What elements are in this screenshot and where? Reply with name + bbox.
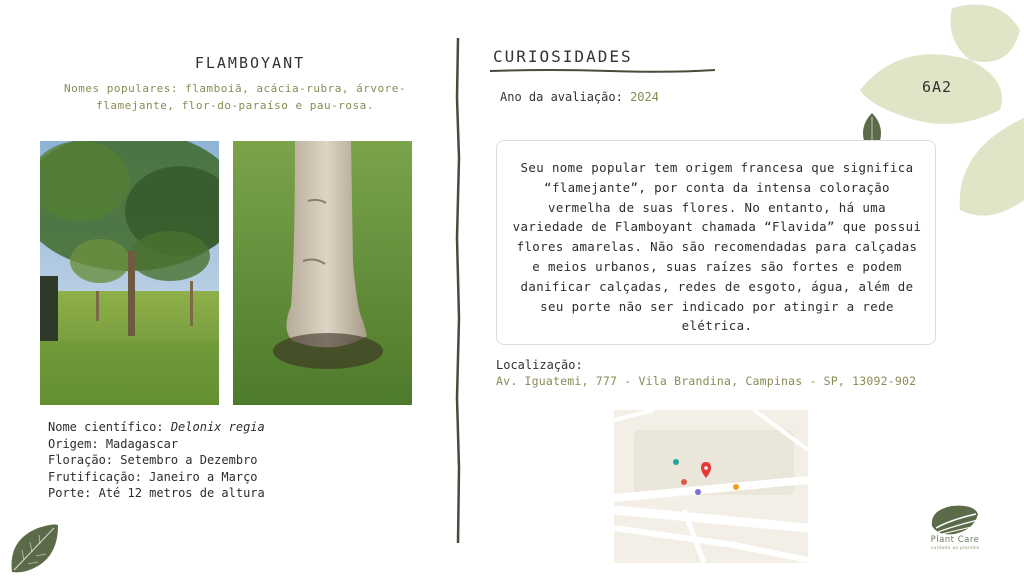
fact-label: Frutificação:	[48, 469, 142, 484]
fact-value: Madagascar	[105, 436, 179, 451]
fact-label: Floração:	[48, 453, 114, 467]
evaluation-year	[500, 90, 659, 104]
location-map[interactable]	[614, 410, 808, 563]
title-underline	[490, 68, 715, 74]
year-label: Ano da avaliação:	[500, 90, 623, 104]
location-address: Av. Iguatemi, 777 - Vila Brandina, Campinas - SP, 13092-902	[496, 374, 917, 388]
plant-code-badge: 6A2	[921, 78, 953, 96]
fact-value: Até 12 metros de altura	[98, 486, 265, 500]
fact-label: Origem:	[48, 436, 99, 451]
tree-canopy-photo	[40, 141, 219, 405]
column-divider	[452, 38, 464, 543]
curiosities-card	[496, 140, 936, 345]
tree-trunk-photo	[233, 141, 412, 405]
popular-names-label: Nomes populares:	[64, 82, 179, 95]
plant-facts	[48, 419, 265, 502]
fact-scientific-name	[48, 419, 265, 436]
year-value: 2024	[630, 90, 659, 104]
decorative-leaf-icon	[8, 520, 60, 576]
fact-value: Delonix regia	[170, 420, 265, 434]
plant-name: FLAMBOYANT	[194, 54, 306, 72]
fact-label: Porte:	[48, 486, 92, 500]
fact-fruiting	[48, 469, 265, 486]
fact-flowering	[48, 452, 265, 469]
location-label: Localização:	[496, 358, 583, 372]
brand-tagline: cuidado ao planeta	[930, 546, 980, 551]
fact-label: Nome científico:	[48, 420, 164, 434]
popular-names	[55, 80, 415, 114]
popular-names-value: flamboiã, acácia-rubra, árvore-flamejante, flor-do-paraíso e pau-rosa.	[96, 82, 406, 112]
curiosities-title: CURIOSIDADES	[493, 47, 633, 66]
fact-size	[48, 485, 265, 502]
brand-name: Plant Care	[930, 535, 980, 545]
fact-value: Janeiro a Março	[149, 469, 258, 484]
curiosities-text: Seu nome popular tem origem francesa que significa “flamejante”, por conta da intensa coloração vermelha de suas flores. No entanto, há uma variedade de Flamboyant chamada “Flavida” que possui flores amarelas. Não são recomendadas para calçadas e meios urbanos, suas raízes são fortes e podem danificar calçadas, redes de esgoto, água, além de seu porte não ser indicado por atingir a rede elétrica.	[512, 160, 922, 334]
fact-origin	[48, 436, 265, 453]
fact-value: Setembro a Dezembro	[120, 453, 258, 467]
